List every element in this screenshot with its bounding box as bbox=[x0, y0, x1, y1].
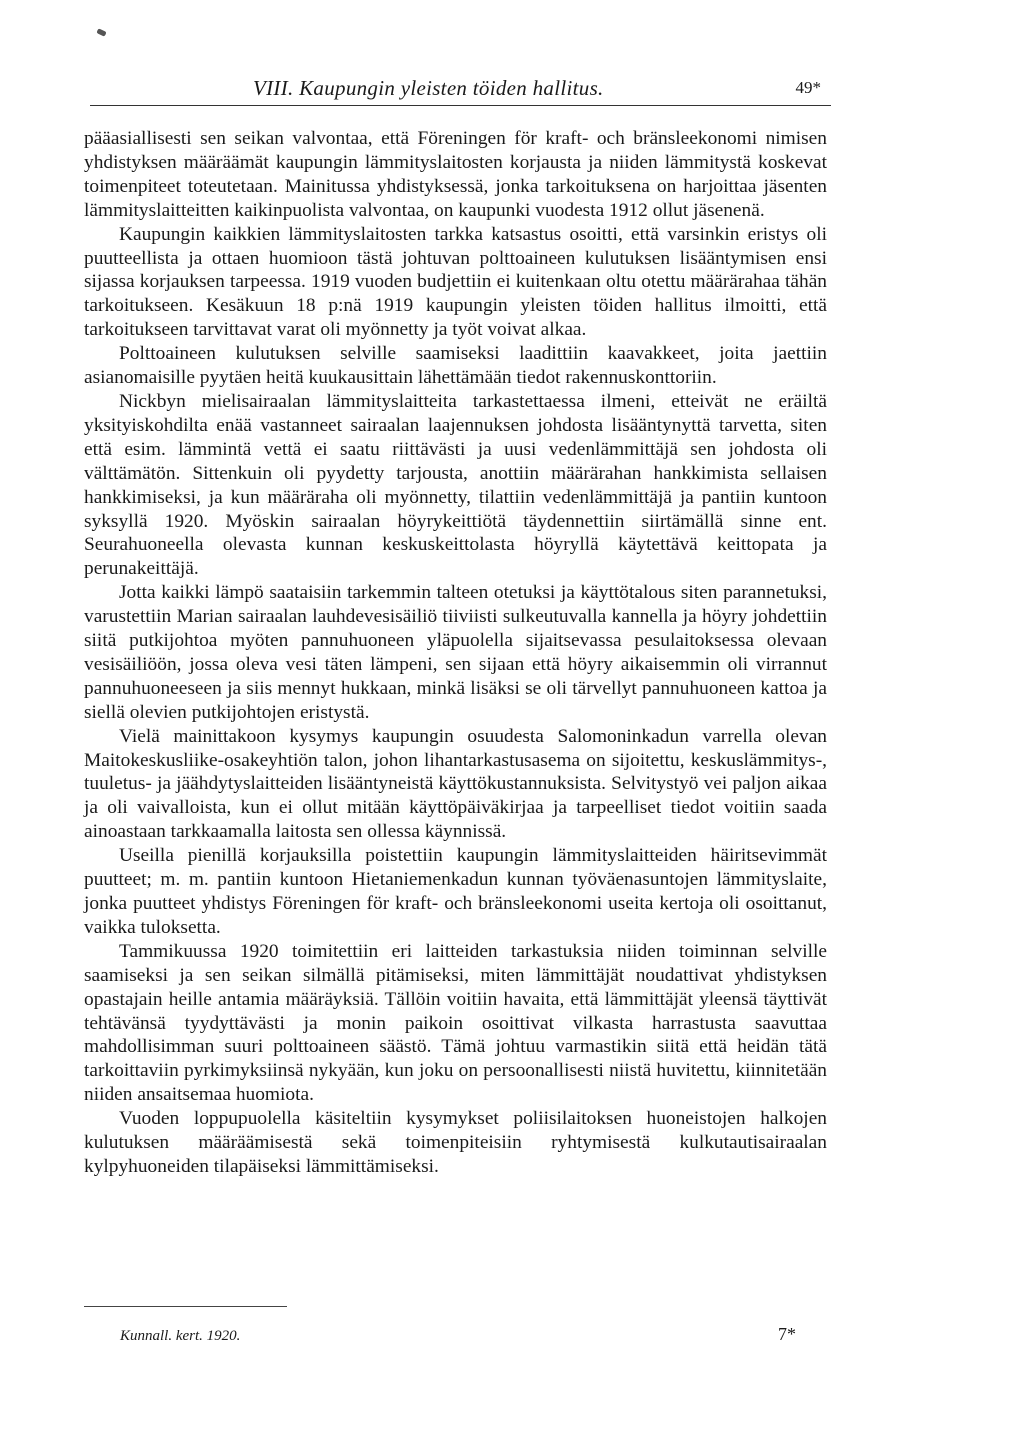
paragraph: Nickbyn mielisairaalan lämmityslaitteita tarkastettaessa ilmeni, etteivät ne eräiltä yksityiskohdilta enää vastanneet sairaalan laajennuksen johdosta lisääntynyttä tarvetta, siten että esim. lämmintä vettä ei saatu riittävästi ja uusi vedenlämmittäjä sen johdosta oli välttämätön. Sittenkuin oli pyydetty tarjousta, anottiin määrärahan hankkimista sellaisen hankkimiseksi, ja kun määräraha oli myönnetty, tilattiin vedenlämmittäjä ja pantiin kuntoon syksyllä 1920. Myöskin sairaalan höyrykeittiötä täydennettiin siirtämällä sinne ent. Seurahuoneella olevasta kunnan keskuskeittolasta höyryllä käytettävä keittopata ja perunakeittäjä. bbox=[84, 390, 827, 580]
paragraph: Vielä mainittakoon kysymys kaupungin osuudesta Salomoninkadun varrella olevan Maitokeskusliike-osakeyhtiön talon, johon lihantarkastusasema on sijoitettu, keskuslämmitys-, tuuletus- ja jäähdytyslaitteiden lisääntyneistä käyttökustannuksista. Selvitystyö vei paljon aikaa ja oli vaivalloista, kun ei ollut mitään käyttöpäiväkirjaa ja tarpeelliset tiedot voitiin saada ainoastaan tarkkaamalla laitosta sen ollessa käynnissä. bbox=[84, 725, 827, 843]
paragraph: Jotta kaikki lämpö saataisiin tarkemmin talteen otetuksi ja käyttötalous siten parannetuksi, varustettiin Marian sairaalan lauhdevesisäiliö tiiviisti sulkeutuvalla kannella ja höyry johdettiin siitä putkijohtoa myöten pannuhuoneen yläpuolella sijaitsevassa pesulaitoksessa olevaan vesisäiliöön, jossa oleva vesi täten lämpeni, sen sijaan että höyry aikaisemmin oli virrannut pannuhuoneeseen ja siis mennyt hukkaan, minkä lisäksi se oli tärvellyt pannuhuoneen kattoa ja siellä olevien putkijohtojen eristystä. bbox=[84, 582, 827, 723]
page-number: 49* bbox=[795, 78, 821, 97]
footer-source: Kunnall. kert. 1920. bbox=[120, 1328, 241, 1344]
body-text bbox=[84, 127, 827, 1179]
running-header bbox=[90, 72, 831, 98]
chapter-title: VIII. Kaupungin yleisten töiden hallitus. bbox=[253, 76, 604, 100]
header-rule bbox=[90, 105, 831, 106]
paragraph: Kaupungin kaikkien lämmityslaitosten tarkka katsastus osoitti, että varsinkin eristys oli puutteellista ja ottaen huomioon tästä johtuvan polttoaineen kulutuksen lisääntymisen ensi sijassa korjauksen tarpeessa. 1919 vuoden budjettiin ei kuitenkaan oltu otettu määrärahaa tähän tarkoitukseen. Kesäkuun 18 p:nä 1919 kaupungin yleisten töiden hallitus ilmoitti, että tarkoitukseen tarvittavat varat oli myönnetty ja työt voivat alkaa. bbox=[84, 223, 827, 341]
paragraph: Polttoaineen kulutuksen selville saamiseksi laadittiin kaavakkeet, joita jaettiin asianomaisille pyytäen heitä kuukausittain lähettämään tiedot rakennuskonttoriin. bbox=[84, 343, 827, 389]
paragraph: Useilla pienillä korjauksilla poistettiin kaupungin lämmityslaitteiden häiritsevimmät puutteet; m. m. pantiin kuntoon Hietaniemenkadun kunnan työväenasuntojen lämmityslaite, jonka puutteet yhdistys Föreningen för kraft- och bränsleekonomi useita kertoja oli osoittanut, vaikka tuloksetta. bbox=[84, 845, 827, 938]
footer-rule bbox=[84, 1306, 287, 1307]
signature-mark: 7* bbox=[778, 1324, 796, 1344]
paragraph: Vuoden loppupuolella käsiteltiin kysymykset poliisilaitoksen huoneistojen halkojen kulutuksen määräämisestä sekä toimenpiteisiin ryhtymisestä kulkutautisairaalan kylpyhuoneiden tilapäiseksi lämmittämiseksi. bbox=[84, 1108, 827, 1177]
paragraph: pääasiallisesti sen seikan valvontaa, että Föreningen för kraft- och bränsleekonomi nimisen yhdistyksen määräämät kaupungin lämmityslaitosten korjausta ja niiden lämmitystä koskevat toimenpiteet toteutetaan. Mainitussa yhdistyksessä, jonka tarkoituksena on harjoittaa jäsenten lämmityslaitteitten kaikinpuolista valvontaa, on kaupunki vuodesta 1912 ollut jäsenenä. bbox=[84, 128, 827, 221]
print-speck bbox=[96, 28, 106, 36]
paragraph: Tammikuussa 1920 toimitettiin eri laitteiden tarkastuksia niiden toiminnan selville saamiseksi ja sen seikan silmällä pitämiseksi, miten lämmittäjät noudattivat yhdistyksen opastajain heille antamia määräyksiä. Tällöin voitiin havaita, että lämmittäjät yleensä täyttivät tehtävänsä tyydyttävästi ja monin paikoin osoittivat vilkasta harrastusta saavuttaa mahdollisimman suuri polttoaineen säästö. Tämä johtuu varmastikin siitä että heidän tätä tarkoittaviin pyrkimyksiinsä nykyään, kun joku on persoonallisesti niistä huvitettu, kiinnitetään niiden ansaitsemaa huomiota. bbox=[84, 940, 827, 1106]
